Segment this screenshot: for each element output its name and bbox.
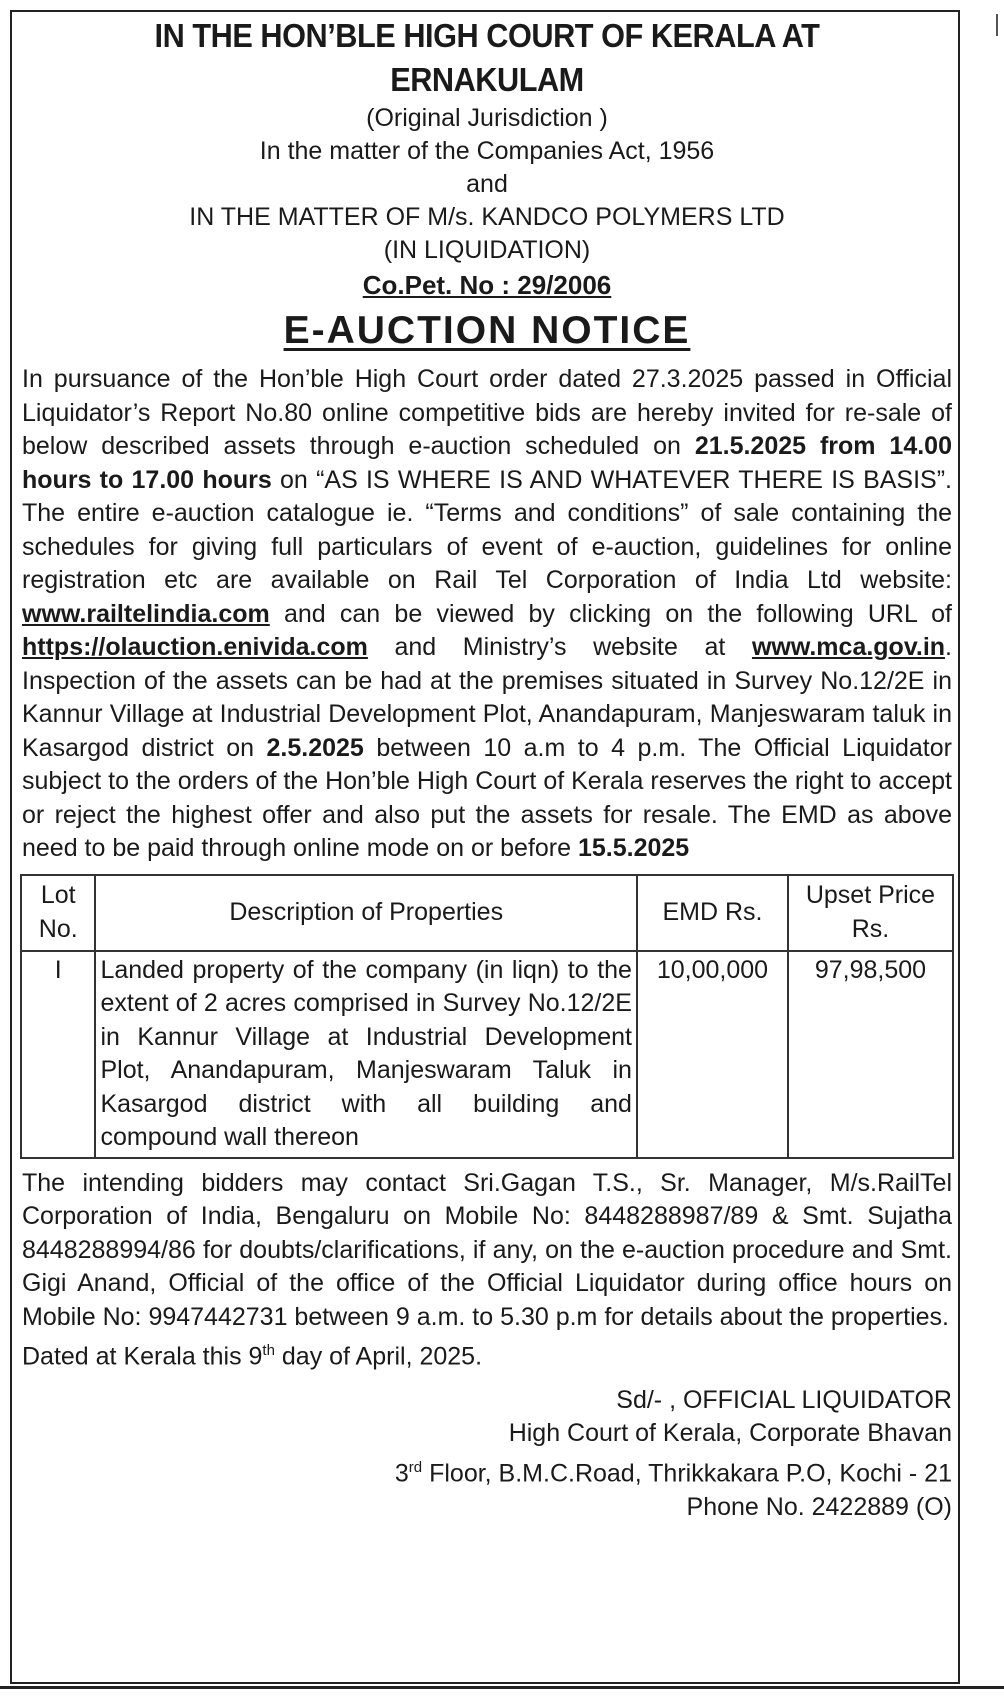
para-text-6: between 10 a.m to 4 p.m. The Official Liquidator subject to the orders of the Hon’ble High Court of Kerala reserves the right to accept or reject the highest offer and also put the assets for resale. The EMD as above need to be paid through online mode on or before: [22, 733, 952, 862]
matter-company: IN THE MATTER OF M/s. KANDCO POLYMERS LTD: [189, 203, 785, 231]
signature-phone: Phone No. 2422889 (O): [686, 1492, 952, 1521]
notice-header: [22, 14, 952, 357]
mca-link[interactable]: www.mca.gov.in: [751, 633, 946, 661]
notice-title: E-AUCTION NOTICE: [283, 309, 691, 352]
cell-description: Landed property of the company (in liqn) to the extent of 2 acres comprised in Survey No.12/2E in Kannur Village at Industrial Development Plot, Anandapuram, Manjeswaram Taluk in Kasargod district with all building and compound wall thereon: [95, 951, 636, 1158]
matter-act: In the matter of the Companies Act, 1956: [259, 137, 715, 165]
table-header-row: [21, 875, 953, 951]
bottom-rule: [0, 1686, 1004, 1689]
header-price: Upset Price Rs.: [788, 875, 953, 951]
header-emd: EMD Rs.: [637, 875, 788, 951]
and-line: and: [466, 170, 508, 198]
header-description: Description of Properties: [95, 875, 636, 951]
para-text-5: . Inspection of the assets can be had at the premises situated in Survey No.12/2E in Kannur Village at Industrial Development Plot, Anandapuram, Manjeswaram taluk in Kasargod district on: [22, 633, 952, 762]
inspection-date: 2.5.2025: [266, 733, 364, 762]
cell-price: 97,98,500: [788, 951, 953, 1158]
signature-line-2: High Court of Kerala, Corporate Bhavan: [508, 1419, 952, 1448]
auction-schedule: 21.5.2025 from 14.00 hours to 17.00 hours: [22, 432, 952, 494]
signature-line-3: 3rd Floor, B.M.C.Road, Thrikkakara P.O, Kochi - 21: [394, 1458, 952, 1488]
liquidation-status: (IN LIQUIDATION): [383, 236, 591, 264]
cell-lot: I: [21, 951, 95, 1158]
dated-prefix: Dated at Kerala this 9: [22, 1342, 263, 1371]
olauction-link[interactable]: https://olauction.enivida.com: [22, 633, 368, 661]
edge-mark: [996, 14, 998, 36]
property-table: [20, 874, 954, 1159]
para-text-4: and Ministry’s website at: [367, 633, 752, 661]
jurisdiction: (Original Jurisdiction ): [366, 104, 608, 132]
court-title: IN THE HON’BLE HIGH COURT OF KERALA AT ERNAKULAM: [154, 17, 820, 98]
para-text-1: In pursuance of the Hon’ble High Court order dated 27.3.2025 passed in Official Liquidator’s Report No.80 online competitive bids are hereby invited for re-sale of below described assets through e-auction scheduled on: [22, 365, 952, 460]
para-text-2: on “AS IS WHERE IS AND WHATEVER THERE IS BASIS”. The entire e-auction catalogue ie. “Terms and conditions” of sale containing the schedules for giving full particulars of event of e-auction, guidelines for online registration etc are available on Rail Tel Corporation of India Ltd website:: [22, 465, 952, 594]
notice-content: [22, 14, 952, 1524]
railtel-link[interactable]: www.railtelindia.com: [22, 599, 270, 628]
signature-block: [22, 1384, 952, 1524]
signature-line-1: Sd/- , OFFICIAL LIQUIDATOR: [616, 1385, 952, 1414]
para-text-3: and can be viewed by clicking on the following URL of: [269, 599, 952, 628]
header-lot: Lot No.: [21, 875, 95, 951]
dated-line: [22, 1334, 952, 1374]
company-petition-number: Co.Pet. No : 29/2006: [362, 270, 612, 300]
dated-suffix: day of April, 2025.: [274, 1342, 483, 1371]
auction-paragraph: [22, 363, 952, 866]
table-row: [21, 951, 953, 1158]
cell-emd: 10,00,000: [637, 951, 788, 1158]
contact-paragraph: The intending bidders may contact Sri.Gagan T.S., Sr. Manager, M/s.RailTel Corporation of India, Bengaluru on Mobile No: 8448288987/89 & Smt. Sujatha 8448288994/86 for doubts/clarifications, if any, on the e-auction procedure and Smt. Gigi Anand, Official of the office of the Official Liquidator during office hours on Mobile No: 9947442731 between 9 a.m. to 5.30 p.m for details about the properties.: [22, 1168, 952, 1331]
emd-deadline: 15.5.2025: [577, 834, 690, 862]
dated-sup: th: [262, 1342, 275, 1359]
